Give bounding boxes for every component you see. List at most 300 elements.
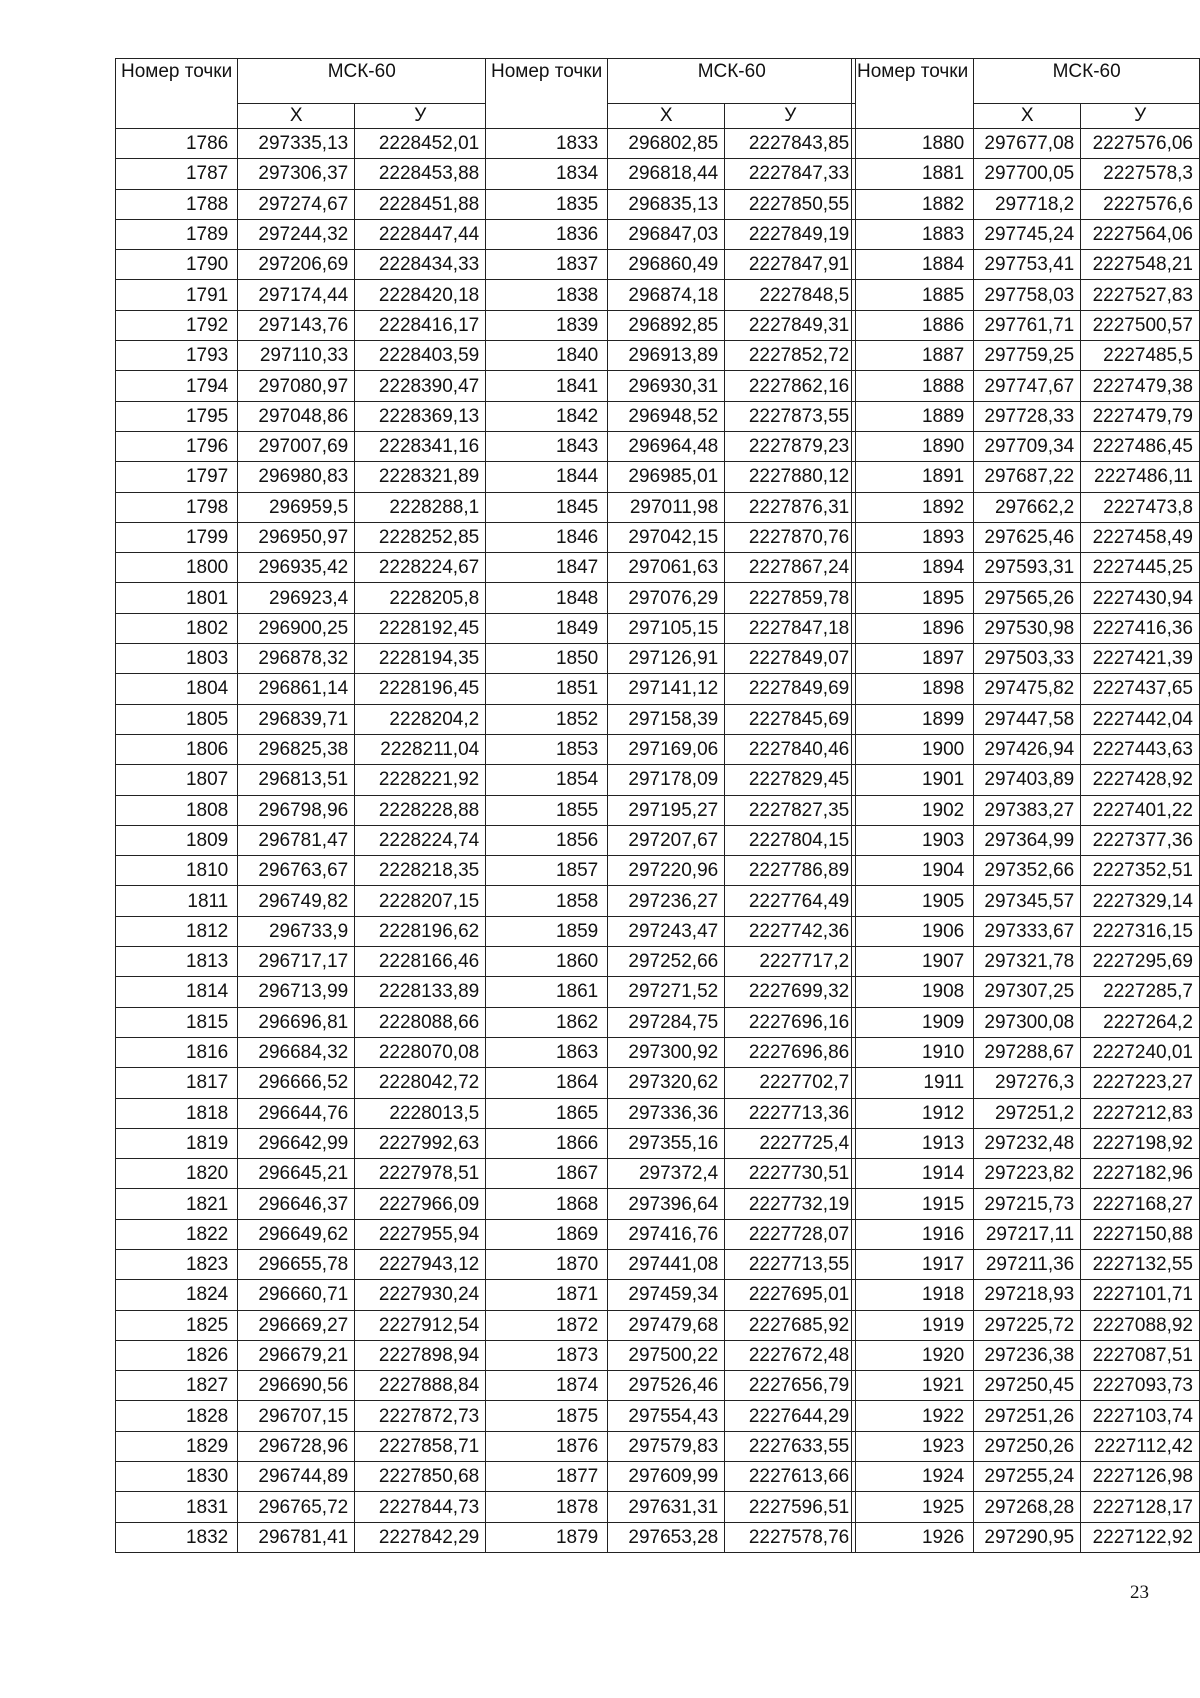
table-row	[486, 947, 856, 977]
x-coordinate-cell: 297250,45	[974, 1371, 1081, 1401]
table-row	[116, 1462, 486, 1492]
table-row	[116, 129, 486, 159]
x-coordinate-cell: 296733,9	[238, 916, 355, 946]
y-coordinate-cell: 2227479,38	[1081, 371, 1200, 401]
table-row	[852, 1340, 1200, 1370]
point-number-cell: 1890	[852, 431, 974, 461]
y-coordinate-cell: 2227859,78	[725, 583, 856, 613]
table-row	[486, 492, 856, 522]
x-coordinate-cell: 297728,33	[974, 401, 1081, 431]
x-coordinate-cell: 297677,08	[974, 129, 1081, 159]
table-row	[852, 189, 1200, 219]
table-row	[116, 1128, 486, 1158]
point-number-cell: 1821	[116, 1189, 238, 1219]
x-coordinate-cell: 297662,2	[974, 492, 1081, 522]
x-coordinate-cell: 297718,2	[974, 189, 1081, 219]
point-number-cell: 1839	[486, 310, 608, 340]
x-coordinate-cell: 297236,27	[608, 886, 725, 916]
y-coordinate-cell: 2227713,55	[725, 1249, 856, 1279]
x-coordinate-cell: 296717,17	[238, 947, 355, 977]
y-coordinate-cell: 2227182,96	[1081, 1159, 1200, 1189]
point-number-cell: 1902	[852, 795, 974, 825]
y-coordinate-cell: 2228088,66	[355, 1007, 486, 1037]
table-row	[486, 1431, 856, 1461]
x-coordinate-cell: 297307,25	[974, 977, 1081, 1007]
x-coordinate-cell: 297709,34	[974, 431, 1081, 461]
point-number-cell: 1797	[116, 462, 238, 492]
y-coordinate-cell: 2228403,59	[355, 341, 486, 371]
table-row	[116, 947, 486, 977]
y-coordinate-cell: 2228416,17	[355, 310, 486, 340]
point-number-cell: 1915	[852, 1189, 974, 1219]
x-coordinate-cell: 296935,42	[238, 553, 355, 583]
y-coordinate-cell: 2228369,13	[355, 401, 486, 431]
point-number-cell: 1845	[486, 492, 608, 522]
x-coordinate-cell: 297195,27	[608, 795, 725, 825]
x-coordinate-cell: 297007,69	[238, 431, 355, 461]
x-coordinate-cell: 296813,51	[238, 765, 355, 795]
x-coordinate-cell: 297110,33	[238, 341, 355, 371]
x-coordinate-cell: 297225,72	[974, 1310, 1081, 1340]
point-number-cell: 1828	[116, 1401, 238, 1431]
x-coordinate-cell: 296679,21	[238, 1340, 355, 1370]
y-coordinate-cell: 2227486,11	[1081, 462, 1200, 492]
point-number-cell: 1841	[486, 371, 608, 401]
x-coordinate-cell: 297320,62	[608, 1068, 725, 1098]
table-row	[486, 1219, 856, 1249]
y-coordinate-cell: 2227285,7	[1081, 977, 1200, 1007]
table-row	[116, 1280, 486, 1310]
x-coordinate-cell: 296980,83	[238, 462, 355, 492]
y-coordinate-cell: 2227849,31	[725, 310, 856, 340]
table-row	[486, 613, 856, 643]
y-coordinate-cell: 2227442,04	[1081, 704, 1200, 734]
y-coordinate-cell: 2227103,74	[1081, 1401, 1200, 1431]
x-coordinate-cell: 297105,15	[608, 613, 725, 643]
y-coordinate-cell: 2227198,92	[1081, 1128, 1200, 1158]
y-coordinate-cell: 2228196,62	[355, 916, 486, 946]
coordinates-table-1	[115, 58, 486, 1553]
point-number-cell: 1887	[852, 341, 974, 371]
y-coordinate-cell: 2227401,22	[1081, 795, 1200, 825]
table-row	[852, 431, 1200, 461]
y-coordinate-cell: 2228192,45	[355, 613, 486, 643]
y-coordinate-cell: 2227548,21	[1081, 250, 1200, 280]
y-coordinate-cell: 2227849,19	[725, 219, 856, 249]
x-coordinate-cell: 297396,64	[608, 1189, 725, 1219]
x-coordinate-cell: 297236,38	[974, 1340, 1081, 1370]
point-number-cell: 1796	[116, 431, 238, 461]
point-number-cell: 1898	[852, 674, 974, 704]
x-coordinate-cell: 297745,24	[974, 219, 1081, 249]
table-row	[486, 431, 856, 461]
x-coordinate-cell: 297306,37	[238, 159, 355, 189]
table-row	[486, 886, 856, 916]
x-coordinate-cell: 296728,96	[238, 1431, 355, 1461]
y-coordinate-cell: 2228341,16	[355, 431, 486, 461]
y-coordinate-cell: 2227713,36	[725, 1098, 856, 1128]
point-number-cell: 1852	[486, 704, 608, 734]
table-row	[852, 704, 1200, 734]
table-row	[852, 492, 1200, 522]
table-row	[852, 1522, 1200, 1552]
y-coordinate-cell: 2227847,33	[725, 159, 856, 189]
point-number-cell: 1813	[116, 947, 238, 977]
x-coordinate-cell: 296835,13	[608, 189, 725, 219]
table-row	[852, 1310, 1200, 1340]
y-coordinate-cell: 2227898,94	[355, 1340, 486, 1370]
point-number-cell: 1883	[852, 219, 974, 249]
y-coordinate-cell: 2227870,76	[725, 522, 856, 552]
y-coordinate-cell: 2227576,06	[1081, 129, 1200, 159]
table-row	[852, 1219, 1200, 1249]
y-coordinate-cell: 2227842,29	[355, 1522, 486, 1552]
point-number-cell: 1820	[116, 1159, 238, 1189]
table-row	[116, 704, 486, 734]
x-coordinate-cell: 297290,95	[974, 1522, 1081, 1552]
y-coordinate-cell: 2227500,57	[1081, 310, 1200, 340]
table-row	[116, 1371, 486, 1401]
point-number-cell: 1819	[116, 1128, 238, 1158]
y-coordinate-cell: 2227804,15	[725, 825, 856, 855]
point-number-cell: 1806	[116, 734, 238, 764]
table-row	[486, 462, 856, 492]
x-coordinate-cell: 297475,82	[974, 674, 1081, 704]
x-coordinate-cell: 296781,41	[238, 1522, 355, 1552]
table-row	[852, 1431, 1200, 1461]
x-coordinate-cell: 296696,81	[238, 1007, 355, 1037]
table-row	[852, 1401, 1200, 1431]
x-coordinate-cell: 297251,2	[974, 1098, 1081, 1128]
y-coordinate-cell: 2227316,15	[1081, 916, 1200, 946]
table-row	[116, 765, 486, 795]
table-row	[486, 704, 856, 734]
x-coordinate-cell: 297554,43	[608, 1401, 725, 1431]
x-coordinate-cell: 296923,4	[238, 583, 355, 613]
point-number-cell: 1844	[486, 462, 608, 492]
y-coordinate-cell: 2227844,73	[355, 1492, 486, 1522]
table-row	[116, 1189, 486, 1219]
table-row	[852, 916, 1200, 946]
x-coordinate-cell: 297300,08	[974, 1007, 1081, 1037]
table-row	[116, 916, 486, 946]
point-number-cell: 1886	[852, 310, 974, 340]
x-coordinate-cell: 296825,38	[238, 734, 355, 764]
x-coordinate-cell: 296690,56	[238, 1371, 355, 1401]
point-number-cell: 1893	[852, 522, 974, 552]
y-coordinate-cell: 2227112,42	[1081, 1431, 1200, 1461]
point-number-cell: 1855	[486, 795, 608, 825]
table-row	[852, 522, 1200, 552]
table-row	[116, 644, 486, 674]
x-coordinate-cell: 297252,66	[608, 947, 725, 977]
y-coordinate-cell: 2228434,33	[355, 250, 486, 280]
point-number-cell: 1906	[852, 916, 974, 946]
x-coordinate-cell: 297042,15	[608, 522, 725, 552]
table-row	[116, 219, 486, 249]
x-coordinate-cell: 297653,28	[608, 1522, 725, 1552]
table-row	[486, 371, 856, 401]
x-coordinate-cell: 297243,47	[608, 916, 725, 946]
table-row	[852, 1159, 1200, 1189]
point-number-cell: 1879	[486, 1522, 608, 1552]
x-coordinate-cell: 297215,73	[974, 1189, 1081, 1219]
x-coordinate-cell: 297372,4	[608, 1159, 725, 1189]
x-coordinate-cell: 297276,3	[974, 1068, 1081, 1098]
y-coordinate-cell: 2227696,86	[725, 1037, 856, 1067]
y-coordinate-cell: 2227827,35	[725, 795, 856, 825]
point-number-cell: 1791	[116, 280, 238, 310]
y-coordinate-cell: 2227845,69	[725, 704, 856, 734]
x-coordinate-cell: 297426,94	[974, 734, 1081, 764]
y-coordinate-cell: 2227876,31	[725, 492, 856, 522]
y-coordinate-cell: 2227416,36	[1081, 613, 1200, 643]
table-row	[486, 341, 856, 371]
point-number-cell: 1861	[486, 977, 608, 1007]
x-coordinate-cell: 296878,32	[238, 644, 355, 674]
table-row	[486, 916, 856, 946]
point-number-cell: 1829	[116, 1431, 238, 1461]
point-number-cell: 1892	[852, 492, 974, 522]
table-row	[486, 1462, 856, 1492]
point-number-cell: 1919	[852, 1310, 974, 1340]
table-row	[486, 765, 856, 795]
x-coordinate-cell: 297218,93	[974, 1280, 1081, 1310]
y-axis-header: У	[355, 104, 486, 129]
y-coordinate-cell: 2227702,7	[725, 1068, 856, 1098]
point-number-cell: 1803	[116, 644, 238, 674]
point-number-cell: 1818	[116, 1098, 238, 1128]
table-row	[116, 1098, 486, 1128]
point-number-cell: 1922	[852, 1401, 974, 1431]
y-coordinate-cell: 2227672,48	[725, 1340, 856, 1370]
x-coordinate-cell: 297268,28	[974, 1492, 1081, 1522]
table-row	[486, 1401, 856, 1431]
y-coordinate-cell: 2228420,18	[355, 280, 486, 310]
table-row	[116, 795, 486, 825]
x-coordinate-cell: 296781,47	[238, 825, 355, 855]
x-coordinate-cell: 297761,71	[974, 310, 1081, 340]
y-coordinate-cell: 2227329,14	[1081, 886, 1200, 916]
point-number-cell: 1817	[116, 1068, 238, 1098]
x-coordinate-cell: 297217,11	[974, 1219, 1081, 1249]
point-number-cell: 1848	[486, 583, 608, 613]
x-coordinate-cell: 296860,49	[608, 250, 725, 280]
table-row	[852, 1189, 1200, 1219]
y-coordinate-cell: 2227829,45	[725, 765, 856, 795]
y-coordinate-cell: 2227576,6	[1081, 189, 1200, 219]
point-number-cell: 1925	[852, 1492, 974, 1522]
point-number-cell: 1874	[486, 1371, 608, 1401]
y-axis-header: У	[725, 104, 856, 129]
point-number-cell: 1889	[852, 401, 974, 431]
x-coordinate-cell: 297441,08	[608, 1249, 725, 1279]
x-coordinate-cell: 296642,99	[238, 1128, 355, 1158]
point-number-cell: 1826	[116, 1340, 238, 1370]
point-number-cell: 1795	[116, 401, 238, 431]
point-number-cell: 1872	[486, 1310, 608, 1340]
y-coordinate-cell: 2228452,01	[355, 129, 486, 159]
y-coordinate-cell: 2227850,55	[725, 189, 856, 219]
table-row	[486, 977, 856, 1007]
x-coordinate-cell: 297061,63	[608, 553, 725, 583]
y-coordinate-cell: 2228221,92	[355, 765, 486, 795]
x-coordinate-cell: 297500,22	[608, 1340, 725, 1370]
y-coordinate-cell: 2227852,72	[725, 341, 856, 371]
y-coordinate-cell: 2228194,35	[355, 644, 486, 674]
point-number-cell: 1800	[116, 553, 238, 583]
point-number-cell: 1873	[486, 1340, 608, 1370]
x-coordinate-cell: 296985,01	[608, 462, 725, 492]
table-row	[486, 734, 856, 764]
table-row	[486, 1068, 856, 1098]
y-coordinate-cell: 2227695,01	[725, 1280, 856, 1310]
y-coordinate-cell: 2228228,88	[355, 795, 486, 825]
table-row	[486, 1340, 856, 1370]
y-coordinate-cell: 2227728,07	[725, 1219, 856, 1249]
x-coordinate-cell: 297250,26	[974, 1431, 1081, 1461]
x-coordinate-cell: 297011,98	[608, 492, 725, 522]
table-row	[116, 250, 486, 280]
table-row	[116, 886, 486, 916]
coordinates-table-2	[485, 58, 856, 1553]
x-coordinate-cell: 297625,46	[974, 522, 1081, 552]
y-coordinate-cell: 2227685,92	[725, 1310, 856, 1340]
point-number-cell: 1900	[852, 734, 974, 764]
x-coordinate-cell: 296950,97	[238, 522, 355, 552]
point-number-cell: 1895	[852, 583, 974, 613]
table-row	[852, 462, 1200, 492]
point-number-cell: 1849	[486, 613, 608, 643]
point-number-cell: 1908	[852, 977, 974, 1007]
table-row	[852, 250, 1200, 280]
x-coordinate-cell: 296684,32	[238, 1037, 355, 1067]
x-coordinate-cell: 297220,96	[608, 856, 725, 886]
x-coordinate-cell: 297284,75	[608, 1007, 725, 1037]
point-number-cell: 1884	[852, 250, 974, 280]
table-row	[116, 1401, 486, 1431]
point-number-cell: 1809	[116, 825, 238, 855]
table-row	[486, 553, 856, 583]
point-number-cell: 1903	[852, 825, 974, 855]
point-number-cell: 1904	[852, 856, 974, 886]
point-number-cell: 1808	[116, 795, 238, 825]
x-coordinate-cell: 297479,68	[608, 1310, 725, 1340]
table-row	[486, 250, 856, 280]
y-coordinate-cell: 2227150,88	[1081, 1219, 1200, 1249]
y-coordinate-cell: 2227717,2	[725, 947, 856, 977]
point-number-cell: 1802	[116, 613, 238, 643]
point-number-cell: 1905	[852, 886, 974, 916]
table-row	[852, 1462, 1200, 1492]
x-coordinate-cell: 297223,82	[974, 1159, 1081, 1189]
y-coordinate-cell: 2227644,29	[725, 1401, 856, 1431]
point-number-cell: 1822	[116, 1219, 238, 1249]
coordinate-system-header: МСК-60	[238, 59, 486, 104]
point-number-cell: 1810	[116, 856, 238, 886]
coordinate-system-header: МСК-60	[974, 59, 1200, 104]
point-number-cell: 1832	[116, 1522, 238, 1552]
point-number-cell: 1837	[486, 250, 608, 280]
point-number-cell: 1812	[116, 916, 238, 946]
point-number-cell: 1789	[116, 219, 238, 249]
x-coordinate-cell: 297206,69	[238, 250, 355, 280]
x-coordinate-cell: 296666,52	[238, 1068, 355, 1098]
point-number-cell: 1856	[486, 825, 608, 855]
x-coordinate-cell: 297530,98	[974, 613, 1081, 643]
x-coordinate-cell: 297244,32	[238, 219, 355, 249]
table-row	[852, 371, 1200, 401]
y-coordinate-cell: 2227613,66	[725, 1462, 856, 1492]
point-number-cell: 1840	[486, 341, 608, 371]
x-coordinate-cell: 296763,67	[238, 856, 355, 886]
point-number-cell: 1853	[486, 734, 608, 764]
point-number-cell: 1871	[486, 1280, 608, 1310]
table-row	[486, 129, 856, 159]
point-number-cell: 1901	[852, 765, 974, 795]
point-number-cell: 1918	[852, 1280, 974, 1310]
table-row	[852, 583, 1200, 613]
y-coordinate-cell: 2227872,73	[355, 1401, 486, 1431]
point-number-cell: 1880	[852, 129, 974, 159]
y-coordinate-cell: 2228207,15	[355, 886, 486, 916]
x-coordinate-cell: 296861,14	[238, 674, 355, 704]
point-number-cell: 1793	[116, 341, 238, 371]
y-coordinate-cell: 2227596,51	[725, 1492, 856, 1522]
table-row	[852, 310, 1200, 340]
table-row	[116, 1007, 486, 1037]
x-coordinate-cell: 297565,26	[974, 583, 1081, 613]
y-coordinate-cell: 2228288,1	[355, 492, 486, 522]
table-row	[116, 462, 486, 492]
point-number-cell: 1896	[852, 613, 974, 643]
y-coordinate-cell: 2228013,5	[355, 1098, 486, 1128]
y-coordinate-cell: 2227088,92	[1081, 1310, 1200, 1340]
table-row	[116, 1492, 486, 1522]
table-row	[486, 1249, 856, 1279]
x-coordinate-cell: 297076,29	[608, 583, 725, 613]
point-number-cell: 1894	[852, 553, 974, 583]
point-number-cell: 1804	[116, 674, 238, 704]
table-row	[116, 734, 486, 764]
y-coordinate-cell: 2227128,17	[1081, 1492, 1200, 1522]
x-coordinate-cell: 296892,85	[608, 310, 725, 340]
table-row	[116, 310, 486, 340]
point-number-cell: 1917	[852, 1249, 974, 1279]
x-coordinate-cell: 297274,67	[238, 189, 355, 219]
y-coordinate-cell: 2227430,94	[1081, 583, 1200, 613]
x-coordinate-cell: 297759,25	[974, 341, 1081, 371]
point-number-cell: 1786	[116, 129, 238, 159]
y-coordinate-cell: 2227352,51	[1081, 856, 1200, 886]
point-number-cell: 1811	[116, 886, 238, 916]
table-row	[852, 765, 1200, 795]
point-number-cell: 1825	[116, 1310, 238, 1340]
y-coordinate-cell: 2227479,79	[1081, 401, 1200, 431]
table-row	[852, 1492, 1200, 1522]
point-number-cell: 1888	[852, 371, 974, 401]
point-number-cell: 1831	[116, 1492, 238, 1522]
y-coordinate-cell: 2227992,63	[355, 1128, 486, 1158]
point-number-cell: 1807	[116, 765, 238, 795]
table-row	[852, 947, 1200, 977]
x-coordinate-cell: 297526,46	[608, 1371, 725, 1401]
point-number-cell: 1914	[852, 1159, 974, 1189]
point-number-cell: 1814	[116, 977, 238, 1007]
table-row	[852, 825, 1200, 855]
table-row	[486, 1007, 856, 1037]
point-number-cell: 1842	[486, 401, 608, 431]
